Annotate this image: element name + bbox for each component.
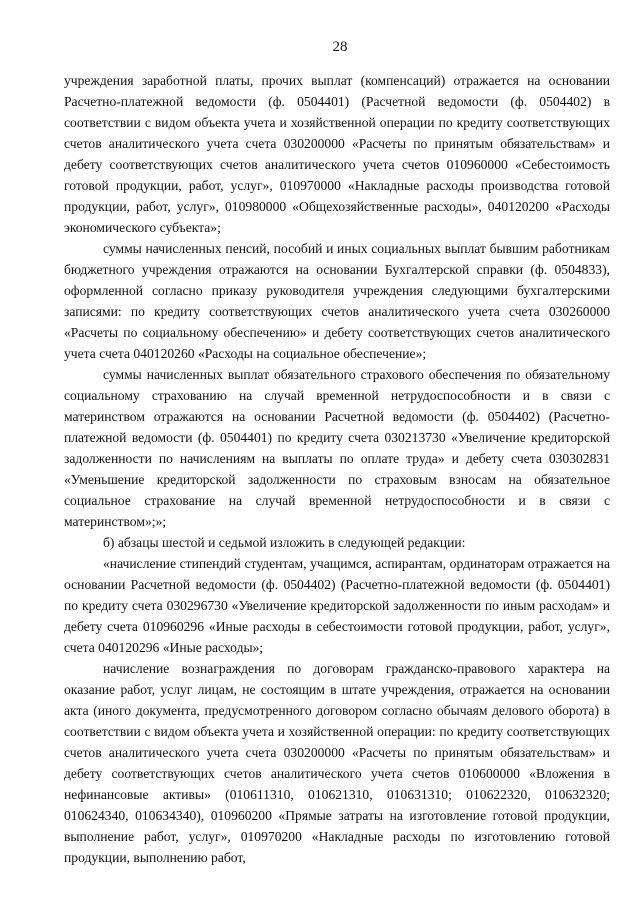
paragraph-salary-continuation: учреждения заработной платы, прочих выплат (компенсаций) отражается на основании Расчетно-платежной ведомости (ф. 0504401) (Расчетной ведомости (ф. 0504402) в соответствии с видом объекта учета и хозяйственной операции по кредиту соответствующих счетов аналитического учета счета 030200000 «Расчеты по принятым обязательствам» и дебету соответствующих счетов аналитического учета счетов 010960000 «Себестоимость готовой продукции, работ, услуг», 010970000 «Накладные расходы производства готовой продукции, работ, услуг», 010980000 «Общехозяйственные расходы», 040120200 «Расходы экономического субъекта»; (64, 73, 610, 235)
paragraph-civil-contracts: начисление вознаграждения по договорам гражданско-правового характера на оказание работ, услуг лицам, не состоящим в штате учреждения, отражается на основании акта (иного документа, предусмотренного договором согласно обычаям делового оборота) в соответствии с видом объекта учета и хозяйственной операции: по кредиту соответствующих счетов аналитического учета счета 030200000 «Расчеты по принятым обязательствам» и дебету соответствующих счетов аналитического учета счетов 010600000 «Вложения в нефинансовые активы» (010611310, 010621310, 010631310; 010622320, 010632320; 010624340, 010634340), 010960200 «Прямые затраты на изготовление готовой продукции, выполнение работ, услуг», 010970200 «Накладные расходы по изготовлению готовой продукции, выполнению работ, (64, 661, 610, 865)
paragraph-stipends: «начисление стипендий студентам, учащимся, аспирантам, ординаторам отражается на основании Расчетной ведомости (ф. 0504402) (Расчетно-платежной ведомости (ф. 0504401) по кредиту счета 030296730 «Увеличение кредиторской задолженности по иным расходам» и дебету счета 010960296 «Иные расходы в себестоимости готовой продукции, работ, услуг», счета 040120296 «Иные расходы»; (64, 556, 610, 655)
paragraph-amendment-b: б) абзацы шестой и седьмой изложить в следующей редакции: (103, 535, 466, 550)
paragraph-pensions: суммы начисленных пенсий, пособий и иных социальных выплат бывшим работникам бюджетного учреждения отражаются на основании Бухгалтерской справки (ф. 0504833), оформленной согласно приказу руководителя учреждения следующими бухгалтерскими записями: по кредиту соответствующих счетов аналитического учета счета 030260000 «Расчеты по социальному обеспечению» и дебету соответствующих счетов аналитического учета счета 040120260 «Расходы на социальное обеспечение»; (64, 241, 610, 361)
page-number: 28 (332, 39, 348, 55)
paragraph-social-insurance: суммы начисленных выплат обязательного страхового обеспечения по обязательному социальному страхованию на случай временной нетрудоспособности и в связи с материнством отражаются на основании Расчетной ведомости (ф. 0504402) (Расчетно-платежной ведомости (ф. 0504401) по кредиту счета 030213730 «Увеличение кредиторской задолженности по начислениям на выплаты по оплате труда» и дебету счета 030302831 «Уменьшение кредиторской задолженности по страховым взносам на обязательное социальное страхование на случай временной нетрудоспособности и в связи с материнством»;»; (64, 367, 610, 529)
